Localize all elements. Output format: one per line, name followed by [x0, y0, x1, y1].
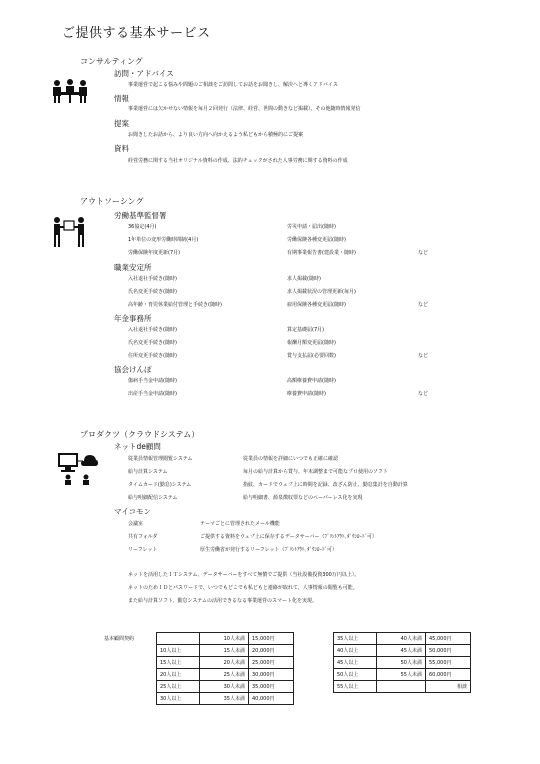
fee-to: 25人未満 [200, 669, 249, 681]
fee-from: 40人以上 [334, 645, 377, 657]
fee-from: 45人以上 [334, 657, 377, 669]
outsourcing-row-right: 有期事業報告書(建設業・随時) [287, 250, 356, 256]
netde-row-right: 従業員の情報を詳細にいつでも正確に確認 [243, 456, 339, 462]
outsourcing-row-left: 入社退社手続き(随時) [128, 276, 177, 282]
table-row [157, 657, 294, 669]
outsourcing-heading: アウトソーシング [80, 197, 144, 206]
fee-amount: 25,000円 [249, 657, 294, 669]
outsourcing-section-label: 協会けんぽ [114, 365, 152, 374]
fee-to: 30人未満 [200, 681, 249, 693]
netde-row-right: 指紋、カードでウェブ上に時間を記録、改ざん防止、勤怠集計を自動計算 [243, 482, 408, 488]
fee-amount: 30,000円 [249, 669, 294, 681]
outsourcing-row-left: 36協定(4月) [128, 224, 157, 230]
fee-amount: 60,000円 [426, 669, 471, 681]
consulting-item-desc: お聞きしたお話から、より良い方向へ向かえるよう私どもから積極的にご提案 [128, 132, 304, 138]
table-row [157, 681, 294, 693]
maicomon-row-left: 共有フォルダ [128, 534, 158, 540]
products-heading: プロダクツ（クラウドシステム） [80, 430, 200, 439]
outsourcing-section-label: 労働基準監督署 [114, 211, 167, 220]
outsourcing-row-etc: など [418, 353, 429, 359]
fee-amount: 35,000円 [249, 681, 294, 693]
fee-from: 50人以上 [334, 669, 377, 681]
fee-amount: 50,000円 [426, 645, 471, 657]
consulting-item-label: 訪問・アドバイス [114, 69, 174, 78]
outsourcing-row-left: 高年齢・育児休業給付管理と手続き(随時) [128, 302, 222, 308]
outsourcing-row-left: 労働保険年度更新(7月) [128, 250, 181, 256]
products-note: ネットのためＩＤとパスワードで、いつでもどこでも私どもと連絡が取れて、人事情報の閲覧も可能。 [128, 585, 358, 591]
netde-row-right: 給与明細書、源泉徴収票などのペーパーレス化を実現 [243, 495, 363, 501]
fee-amount: 相談 [426, 681, 471, 693]
maicomon-row-right: 厚生労働省が発行するリーフレット（ﾌﾟﾘﾝﾄｱｳﾄ､ﾀﾞｳﾝﾛｰﾄﾞ可） [200, 547, 338, 553]
outsourcing-row-right: 求人掲載(随時) [287, 276, 321, 282]
fee-to [377, 681, 426, 693]
maicomon-row-left: 会議室 [128, 521, 144, 527]
netde-label: ネットde顧問 [114, 442, 161, 451]
products-note: ネットを活用したＩＴシステム、データサーバーをすべて無償でご提供（当社設備投資300万円以上）。 [128, 572, 360, 578]
fee-to: 40人未満 [377, 633, 426, 645]
table-row [157, 645, 294, 657]
outsourcing-row-right: 算定基礎届(7月) [287, 327, 325, 333]
outsourcing-row-right: 雇用保険各種変更届(随時) [287, 302, 346, 308]
meeting-people-icon [51, 78, 89, 104]
fee-to: 50人未満 [377, 657, 426, 669]
consulting-heading: コンサルティング [80, 57, 143, 66]
maicomon-label: マイコモン [114, 507, 152, 516]
cloud-computer-icon [56, 451, 98, 485]
outsourcing-row-left: 1年単位の変形労働時間制(4月) [128, 237, 199, 243]
outsourcing-row-left: 入社退社手続き(随時) [128, 327, 177, 333]
fee-table-left [156, 632, 294, 705]
outsourcing-row-right: 賞与支払届(必要回数) [287, 353, 336, 359]
consulting-item-label: 情報 [114, 94, 129, 103]
netde-row-right: 毎月の給与計算から賞与、年末調整まで可能なプロ使用のソフト [243, 469, 388, 475]
fee-table-label: 基本顧問契約 [104, 636, 135, 642]
table-row [157, 633, 294, 645]
outsourcing-row-etc: など [418, 250, 429, 256]
outsourcing-row-left: 住所変更手続き(随時) [128, 353, 177, 359]
fee-amount: 15,000円 [249, 633, 294, 645]
outsourcing-row-left: 氏名変更手続き(随時) [128, 289, 177, 295]
outsourcing-row-etc: など [418, 391, 429, 397]
consulting-item-desc: 事業運営で起こる悩みや問題のご相談をご訪問してお話をお聞きし、解決へと導くアドバイス [128, 82, 338, 88]
consulting-item-desc: 事業運営には欠かせない情報を毎月２回発行（法律、経営、世間の動きなど掲載）、その他随時情報発信 [128, 106, 361, 112]
consulting-item-label: 提案 [114, 119, 129, 128]
netde-row-left: 給与明細配信システム [128, 495, 178, 501]
outsourcing-row-left: 傷病手当金申請(随時) [128, 378, 177, 384]
fee-to: 15人未満 [200, 645, 249, 657]
table-row [334, 657, 471, 669]
fee-from: 25人以上 [157, 681, 200, 693]
outsourcing-section-label: 職業安定所 [114, 263, 152, 272]
fee-to: 20人未満 [200, 657, 249, 669]
table-row [334, 681, 471, 693]
outsourcing-row-right: 報酬月額変更届(随時) [287, 340, 336, 346]
fee-amount: 45,000円 [426, 633, 471, 645]
netde-row-left: タイムカード(勤怠)システム [128, 482, 192, 488]
outsourcing-row-right: 療養費申請(随時) [287, 391, 326, 397]
outsourcing-row-etc: など [418, 302, 429, 308]
outsourcing-row-right: 労働保険各種変更届(随時) [287, 237, 346, 243]
consulting-item-desc: 経営労務に関する当社オリジナル資料の作成、法的チェックがされた人事労務に関する資料の作成 [128, 158, 348, 164]
products-note: また給与計算ソフト、勤怠システムの活用できるなる事業運営のスマート化を実現。 [128, 598, 317, 604]
fee-table-right [333, 632, 471, 693]
fee-from: 20人以上 [157, 669, 200, 681]
table-row [334, 669, 471, 681]
fee-amount: 20,000円 [249, 645, 294, 657]
fee-to: 55人未満 [377, 669, 426, 681]
fee-from: 55人以上 [334, 681, 377, 693]
table-row [157, 669, 294, 681]
fee-amount: 40,000円 [249, 693, 294, 705]
fee-amount: 55,000円 [426, 657, 471, 669]
fee-to: 45人未満 [377, 645, 426, 657]
netde-row-left: 給与計算システム [128, 469, 168, 475]
table-row [157, 693, 294, 705]
outsourcing-row-right: 労災申請・届出(随時) [287, 224, 336, 230]
outsourcing-row-right: 高額療養費申請(随時) [287, 378, 336, 384]
maicomon-row-left: リーフレット [128, 547, 158, 553]
fee-to: 35人未満 [200, 693, 249, 705]
fee-from: 15人以上 [157, 657, 200, 669]
fee-from: 10人以上 [157, 645, 200, 657]
netde-row-left: 従業員情報管理閲覧システム [128, 456, 193, 462]
outsourcing-row-left: 氏名変更手続き(随時) [128, 340, 177, 346]
outsourcing-section-label: 年金事務所 [114, 314, 152, 323]
table-row [334, 633, 471, 645]
maicomon-row-right: ご提供する資料をウェブ上に保存するデータサーバー（ﾌﾟﾘﾝﾄｱｳﾄ､ﾀﾞｳﾝﾛｰﾄﾞ可） [200, 534, 378, 540]
fee-from [157, 633, 200, 645]
outsourcing-row-left: 出産手当金申請(随時) [128, 391, 177, 397]
fee-from: 35人以上 [334, 633, 377, 645]
document-handover-icon [52, 216, 86, 248]
fee-from: 30人以上 [157, 693, 200, 705]
consulting-item-label: 資料 [114, 144, 129, 153]
outsourcing-row-right: 求人掲載状況の管理更新(毎月) [287, 289, 356, 295]
table-row [334, 645, 471, 657]
maicomon-row-right: テーマごとに管理されたメール機能 [200, 521, 280, 527]
fee-to: 10人未満 [200, 633, 249, 645]
page-title: ご提供する基本サービス [62, 26, 211, 41]
